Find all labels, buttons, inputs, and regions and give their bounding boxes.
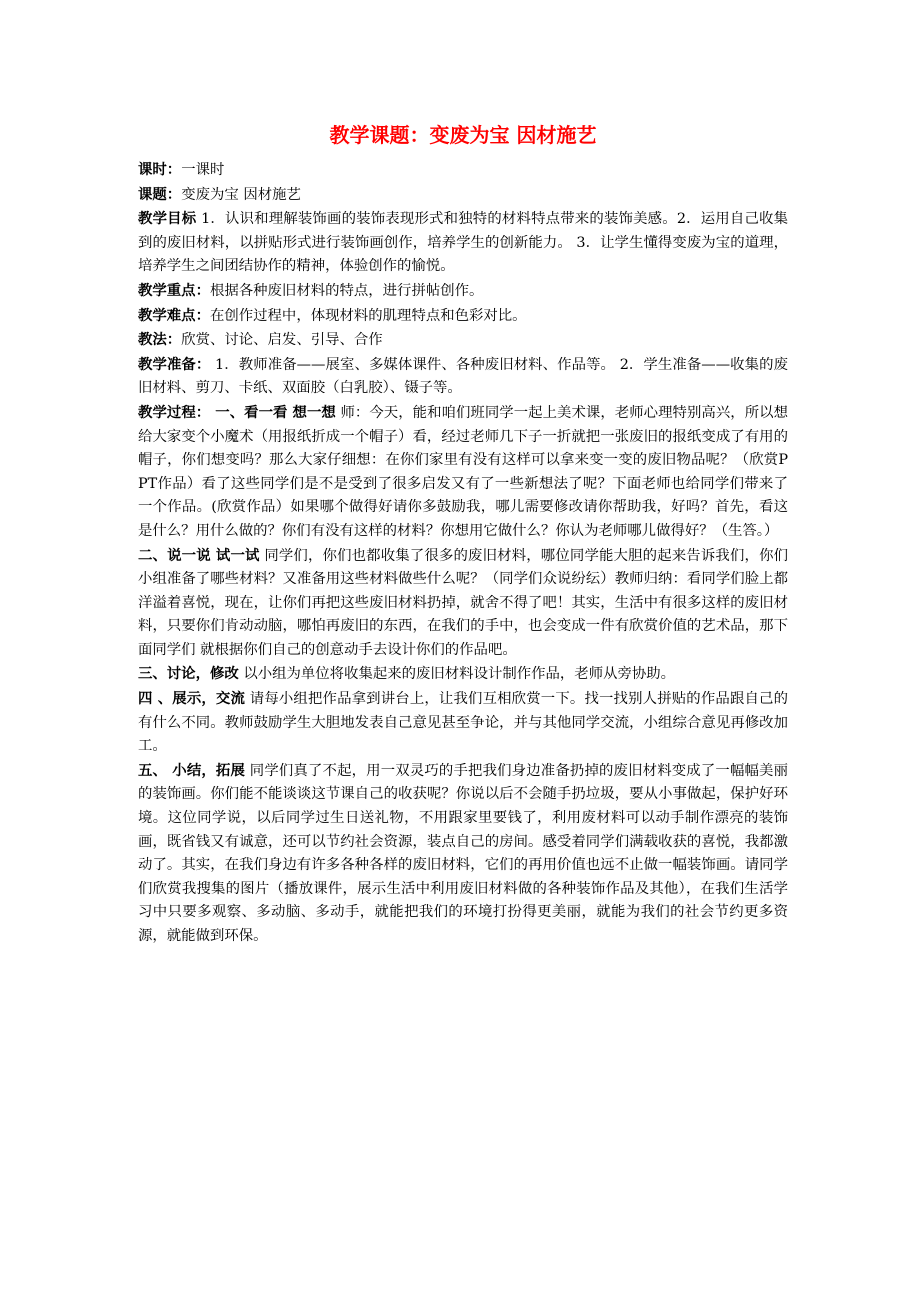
paragraph-label: 课时： [138,161,182,178]
paragraph-text: 根据各种废旧材料的特点，进行拼帖创作。 [209,282,484,299]
paragraph-text: 请每小组把作品拿到讲台上，让我们互相欣赏一下。找一找别人拼贴的作品跟自己的有什么不同。教师鼓励学生大胆地发表自己意见甚至争论，并与其他同学交流，小组综合意见再修改加工。 [138,691,788,755]
paragraph-text: 以小组为单位将收集起来的废旧材料设计制作作品，老师从旁协助。 [238,666,676,683]
paragraph-process-step-3 [138,662,788,687]
paragraph-process-step-5 [138,759,788,949]
paragraph-label: 教学重点： [138,281,210,299]
paragraph-difficulties [138,304,788,329]
paragraph-text: 1．认识和理解装饰画的装饰表现形式和独特的材料特点带来的装饰美感。2．运用自己收集到的废旧材料，以拼贴形式进行装饰画创作，培养学生的创新能力。 3．让学生懂得变废为宝的道理，培养学生之间团结协作的精神，体验创作的愉悦。 [138,211,788,275]
paragraph-text: 欣赏、讨论、启发、引导、合作 [181,332,383,349]
paragraph-lesson-time [138,158,788,183]
paragraph-text: 在创作过程中，体现材料的肌理特点和色彩对比。 [209,307,527,324]
paragraph-key-points [138,279,788,304]
paragraph-label: 课题： [138,185,182,203]
paragraph-text: 师：今天，能和咱们班同学一起上美术课，老师心理特别高兴，所以想给大家变个小魔术（用报纸折成一个帽子）看，经过老师几下子一折就把一张废旧的报纸变成了有用的帽子，你们想变吗？那么大家仔细想：在你们家里有没有这样可以拿来变一变的废旧物品呢？（欣赏PPT作品）看了这些同学们是不是受到了很多启发又有了一些新想法了呢？下面老师也给同学们带来了一个作品。(欣赏作品）如果哪个做得好请你多鼓励我，哪儿需要修改请你帮助我，好吗？首先，看这是什么？用什么做的？你们有没有这样的材料？你想用它做什么？你认为老师哪儿做得好？（生答。） [138,404,788,539]
paragraph-label: 教学过程： 一、看一看 想一想 [138,403,336,421]
paragraph-label: 五、 小结，拓展 [138,761,246,779]
paragraph-label: 教学难点： [138,306,210,324]
paragraph-label: 教学准备： [138,355,211,373]
paragraph-label: 四 、展示，交流 [138,690,246,708]
paragraph-label: 二、说一说 试一试 [138,546,260,564]
paragraph-process-step-2 [138,544,788,663]
paragraph-methods [138,328,788,353]
paragraph-lesson-topic [138,183,788,208]
paragraph-teaching-goals [138,207,788,279]
paragraph-text: 同学们真了不起，用一双灵巧的手把我们身边准备扔掉的废旧材料变成了一幅幅美丽的装饰画。你们能不能谈谈这节课自己的收获呢？你说以后不会随手扔垃圾，要从小事做起，保护好环境。这位同学说，以后同学过生日送礼物，不用跟家里要钱了，利用废材料可以动手制作漂亮的装饰画，既省钱又有诚意，还可以节约社会资源，装点自己的房间。感受着同学们满载收获的喜悦，我都激动了。其实，在我们身边有许多各种各样的废旧材料，它们的再用价值也远不止做一幅装饰画。请同学们欣赏我搜集的图片（播放课件，展示生活中利用废旧材料做的各种装饰作品及其他），在我们生活学习中只要多观察、多动脑、多动手，就能把我们的环境打扮得更美丽，就能为我们的社会节约更多资源，就能做到环保。 [138,762,788,944]
paragraph-preparation [138,353,788,401]
paragraph-text: 一课时 [181,162,225,178]
paragraph-process-step-4 [138,687,788,759]
paragraph-process-step-1 [138,401,788,544]
paragraph-label: 三、讨论，修改 [138,665,239,683]
document-page [138,120,788,949]
paragraph-text: 同学们，你们也都收集了很多的废旧材料，哪位同学能大胆的起来告诉我们，你们小组准备了哪些材料？又准备用这些材料做些什么呢？（同学们众说纷纭）教师归纳：看同学们脸上都洋溢着喜悦，现在，让你们再把这些废旧材料扔掉，就舍不得了吧！其实，生活中有很多这样的废旧材料，只要你们肯动动脑，哪怕再废旧的东西，在我们的手中，也会变成一件有欣赏价值的艺术品，那下面同学们 就根据你们自己的创意动手去设计你们的作品吧。 [138,547,789,658]
paragraph-text: 变废为宝 因材施艺 [181,186,301,203]
paragraph-label: 教法： [138,331,182,349]
document-title: 教学课题：变废为宝 因材施艺 [329,123,597,147]
paragraph-label: 教学目标 [138,210,197,228]
paragraph-text: 1．教师准备——展室、多媒体课件、各种废旧材料、作品等。 2．学生准备——收集的废旧材料、剪刀、卡纸、双面胶（白乳胶）、镊子等。 [138,356,788,397]
